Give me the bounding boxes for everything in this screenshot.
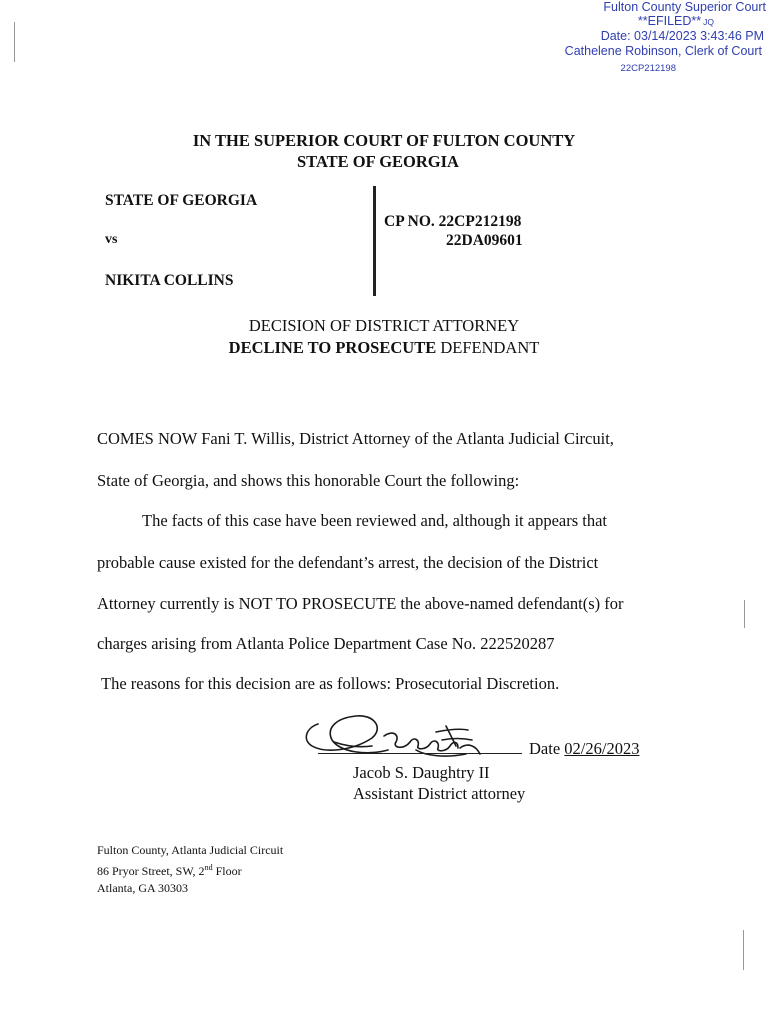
signature-line (318, 753, 522, 754)
footer-line-3: Atlanta, GA 30303 (97, 881, 188, 895)
document-subtitle (0, 338, 768, 358)
court-name: IN THE SUPERIOR COURT OF FULTON COUNTY (192, 131, 576, 150)
court-state: STATE OF GEORGIA (297, 152, 459, 171)
body-line-6: charges arising from Atlanta Police Department Case No. 222520287 (97, 634, 555, 653)
body-line-7: The reasons for this decision are as follows: Prosecutorial Discretion. (101, 674, 560, 693)
plaintiff: STATE OF GEORGIA (105, 192, 258, 209)
body-line-5: Attorney currently is NOT TO PROSECUTE the above-named defendant(s) for (97, 594, 624, 613)
document-title: DECISION OF DISTRICT ATTORNEY (248, 316, 520, 335)
caption-divider (373, 186, 376, 296)
body-line-1: COMES NOW Fani T. Willis, District Attorney of the Atlanta Judicial Circuit, (97, 429, 614, 448)
stamp-clerk: Cathelene Robinson, Clerk of Court (564, 44, 762, 58)
footer-line-2 (97, 859, 283, 880)
body-line-2: State of Georgia, and shows this honorable Court the following: (97, 471, 520, 490)
cp-number: CP NO. 22CP212198 (384, 213, 522, 230)
da-number: 22DA09601 (446, 232, 523, 249)
signature-date (529, 739, 639, 759)
footer-street: 86 Pryor Street, SW, 2 (97, 864, 205, 878)
stamp-date: Date: 03/14/2023 3:43:46 PM (600, 29, 764, 43)
stamp-efiled (638, 14, 714, 30)
subtitle-rest: DEFENDANT (436, 338, 540, 357)
stamp-clerk-initials: JQ (703, 17, 714, 27)
body-line-4: probable cause existed for the defendant’s arrest, the decision of the District (97, 553, 599, 572)
scan-mark-left (14, 22, 15, 62)
stamp-efiled-text: **EFILED** (637, 14, 702, 28)
stamp-court: Fulton County Superior Court (603, 0, 766, 14)
date-value: 02/26/2023 (564, 739, 640, 758)
footer-floor: Floor (212, 864, 242, 878)
footer-line-1: Fulton County, Atlanta Judicial Circuit (97, 843, 284, 857)
decline-to-prosecute: DECLINE TO PROSECUTE (228, 338, 437, 357)
footer-sup: nd (204, 863, 213, 872)
signer-name: Jacob S. Daughtry II (353, 763, 490, 782)
scan-mark-right-2 (743, 930, 744, 970)
stamp-case-number: 22CP212198 (620, 63, 676, 74)
signer-role: Assistant District attorney (353, 784, 526, 803)
scan-mark-right-1 (744, 600, 745, 628)
defendant: NIKITA COLLINS (105, 272, 234, 289)
footer-address (97, 842, 283, 897)
date-label: Date (529, 739, 565, 758)
body-line-3: The facts of this case have been reviewed and, although it appears that (142, 511, 608, 530)
versus: vs (105, 232, 118, 247)
